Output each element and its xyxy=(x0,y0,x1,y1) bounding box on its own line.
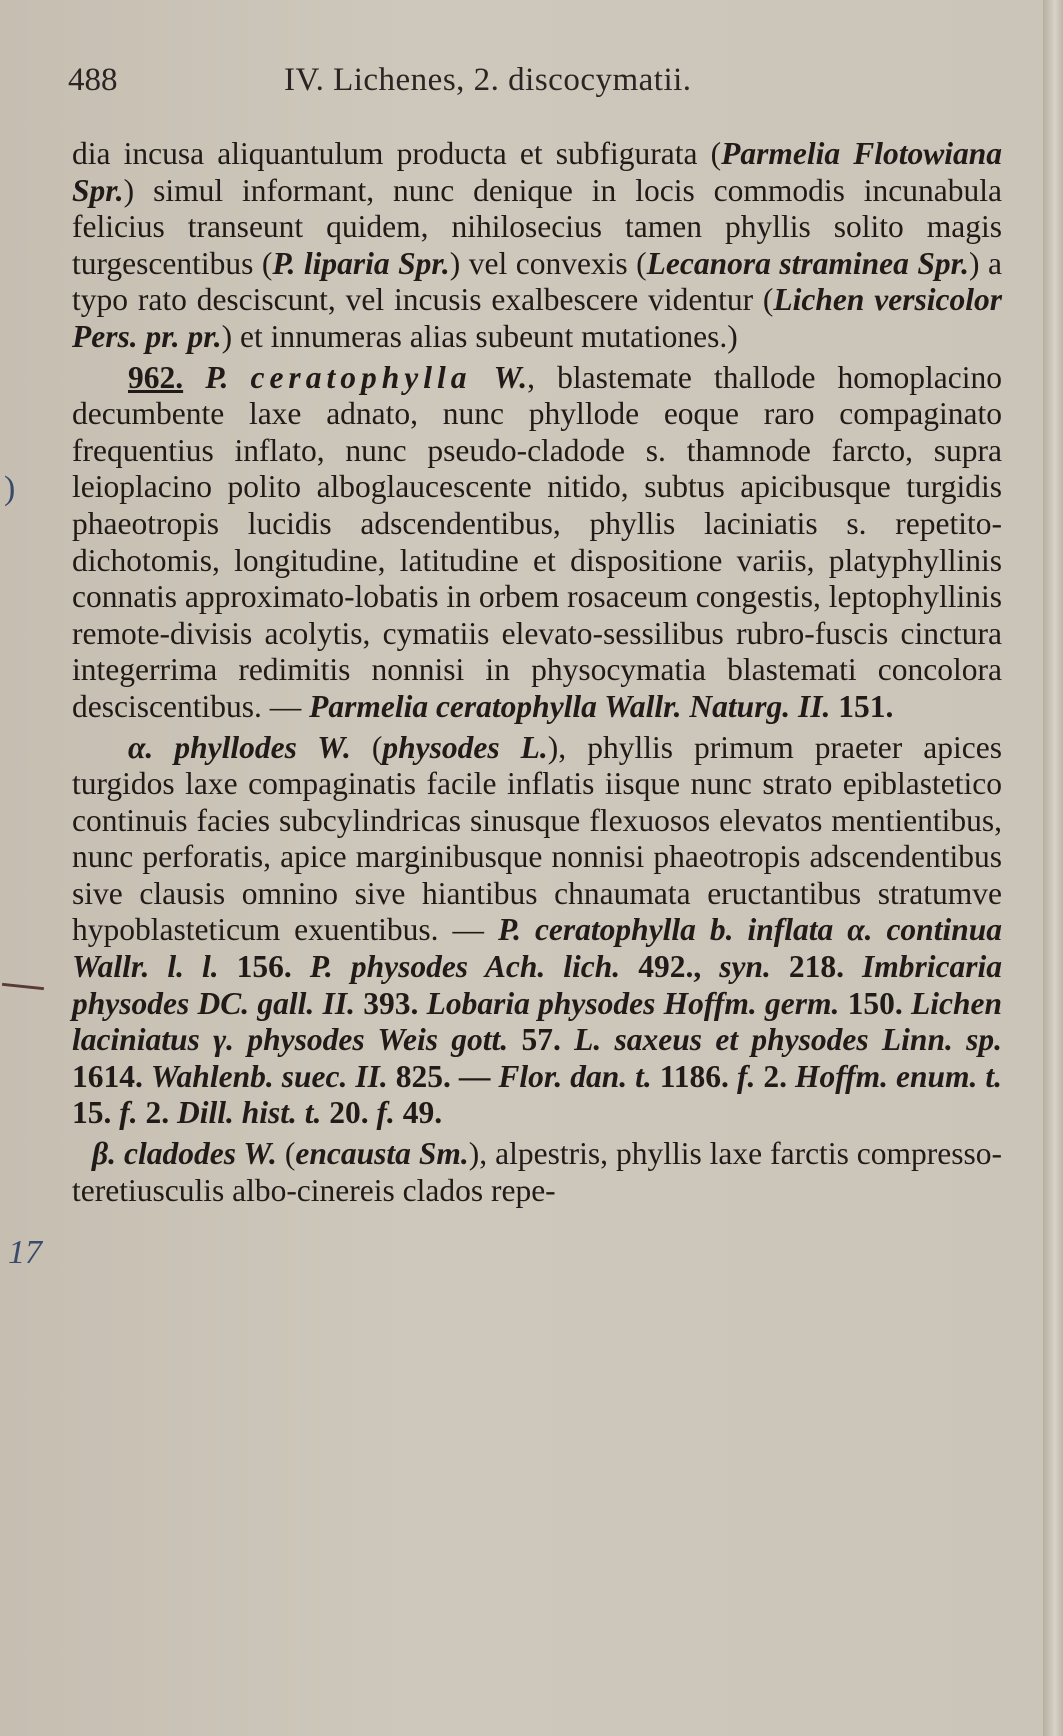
text-run: 49. xyxy=(394,1095,443,1131)
citation: syn. xyxy=(719,949,771,985)
citation: Imbricaria physodes DC. gall. II. xyxy=(72,949,1003,1021)
text-run: ) et innumeras alias subeunt mutationes.) xyxy=(221,318,738,354)
text-run: 15. xyxy=(72,1095,120,1131)
citation: Wahlenb. suec. II. xyxy=(150,1058,388,1094)
text-run: ) vel convexis ( xyxy=(449,245,647,281)
body-text xyxy=(72,136,1002,1209)
margin-annotation-bottom: 17 xyxy=(8,1234,42,1271)
variety-beta xyxy=(72,1136,1002,1209)
citation: P. ceratophylla b. inflata α. continua Wallr. l. l. xyxy=(72,912,1002,985)
page-edge xyxy=(1043,0,1063,1736)
running-head-title: IV. Lichenes, 2. discocymatii. xyxy=(284,62,692,98)
margin-dash-mark xyxy=(2,983,44,990)
entry-description: , blastemate thallode homoplacino decumbente laxe adnato, nunc phyllode eoque raro compaginato frequentius inflato, nunc pseudo-cladode s. thamnode farcto, supra leioplacino polito alboglaucescente nitido, subtus apicibusque turgidis phaeotropis lucidis adscendentibus, phyllis laciniatis s. repetito-dichotomis, longitudine, latitudine et dispositione variis, platyphyllinis connatis approximato-lobatis in orbem rosaceum congestis, leptophyllinis remote-divisis acolytis, cymatiis elevato-sessilibus rubro-fuscis cinctura integerrima redimitis nonnisi in physocymatia blastemati concolora desciscentibus. — xyxy=(72,359,1003,724)
citation: f. xyxy=(119,1095,138,1131)
entry-962 xyxy=(72,360,1002,726)
citation: Dill. hist. t. xyxy=(177,1095,322,1131)
citation: f. xyxy=(376,1095,395,1131)
citation: Lichen laciniatus γ. physodes Weis gott. xyxy=(72,985,1003,1058)
taxon-name: Lichen versicolor Pers. pr. pr. xyxy=(72,282,1002,354)
citation-page: 151. xyxy=(830,688,894,724)
margin-annotation-top: ) xyxy=(4,470,16,507)
text-run: ( xyxy=(276,1136,296,1172)
variety-description: ), alpestris, phyllis laxe farctis compresso-teretiusculis albo-cinereis clados repe- xyxy=(72,1136,1003,1208)
taxon-name: P. liparia Spr. xyxy=(272,245,450,281)
text-run: 1186. xyxy=(651,1058,737,1094)
citation: Parmelia ceratophylla Wallr. Naturg. II. xyxy=(309,688,831,724)
citation: L. saxeus et physodes Linn. sp. xyxy=(574,1022,1003,1058)
taxon-name: physodes L. xyxy=(382,729,548,765)
text-run: 2. xyxy=(137,1095,177,1131)
variety-description: ), phyllis primum praeter apices turgidos laxe compaginatis facile inflatis iisque nunc strato epiblastetico continuis facies subcylindricas sinusque flexuosos elevatos mentientibus, nunc perforatis, apice marginibusque nonnisi phaeotropis adscendentibus sive clausis omnino sive hiantibus chnaumata eructantibus stratumve hypoblasteticum exuentibus. — xyxy=(72,729,1002,948)
entry-genus: P. xyxy=(205,359,229,395)
taxon-name: Lecanora straminea Spr. xyxy=(646,245,970,281)
text-run: 825. — xyxy=(387,1058,499,1094)
entry-author: W. xyxy=(493,359,528,395)
citation: Lobaria physodes Hoffm. germ. xyxy=(426,985,840,1021)
text-run: ) a typo rato desciscunt, vel incusis exalbescere videntur ( xyxy=(72,245,1002,318)
taxon-name: Parmelia Flotowiana Spr. xyxy=(72,136,1003,208)
variety-label: β. cladodes W. xyxy=(92,1136,277,1172)
citation: f. xyxy=(736,1058,756,1094)
paragraph-continuation xyxy=(72,136,1002,356)
text-run: 150. xyxy=(839,985,912,1021)
variety-label: α. phyllodes W. xyxy=(128,729,351,765)
page-number: 488 xyxy=(68,62,118,98)
entry-number: 962. xyxy=(128,359,184,395)
text-run: ( xyxy=(350,729,383,765)
text-run: 393. xyxy=(354,985,427,1021)
citation: Flor. dan. t. xyxy=(498,1058,652,1094)
text-run: 57. xyxy=(508,1022,575,1058)
text-run: 20. xyxy=(321,1095,377,1131)
entry-species: ceratophylla xyxy=(250,359,472,395)
text-run: 2. xyxy=(755,1058,795,1094)
text-run: 492., xyxy=(620,949,720,985)
citation: P. physodes Ach. lich. xyxy=(309,949,621,985)
text-run: 156. xyxy=(218,949,310,985)
text-run: 1614. xyxy=(72,1058,151,1094)
running-header xyxy=(68,62,998,112)
citation: Hoffm. enum. t. xyxy=(794,1058,1003,1094)
taxon-name: encausta Sm. xyxy=(295,1136,469,1172)
text-run: ) simul informant, nunc denique in locis commodis incunabula felicius transeunt quidem, nihilosecius tamen phyllis solito magis turgescentibus ( xyxy=(72,172,1002,281)
text-run: dia incusa aliquantulum producta et subfigurata ( xyxy=(72,136,722,171)
text-run: 218. xyxy=(770,949,863,985)
variety-alpha xyxy=(72,730,1002,1133)
